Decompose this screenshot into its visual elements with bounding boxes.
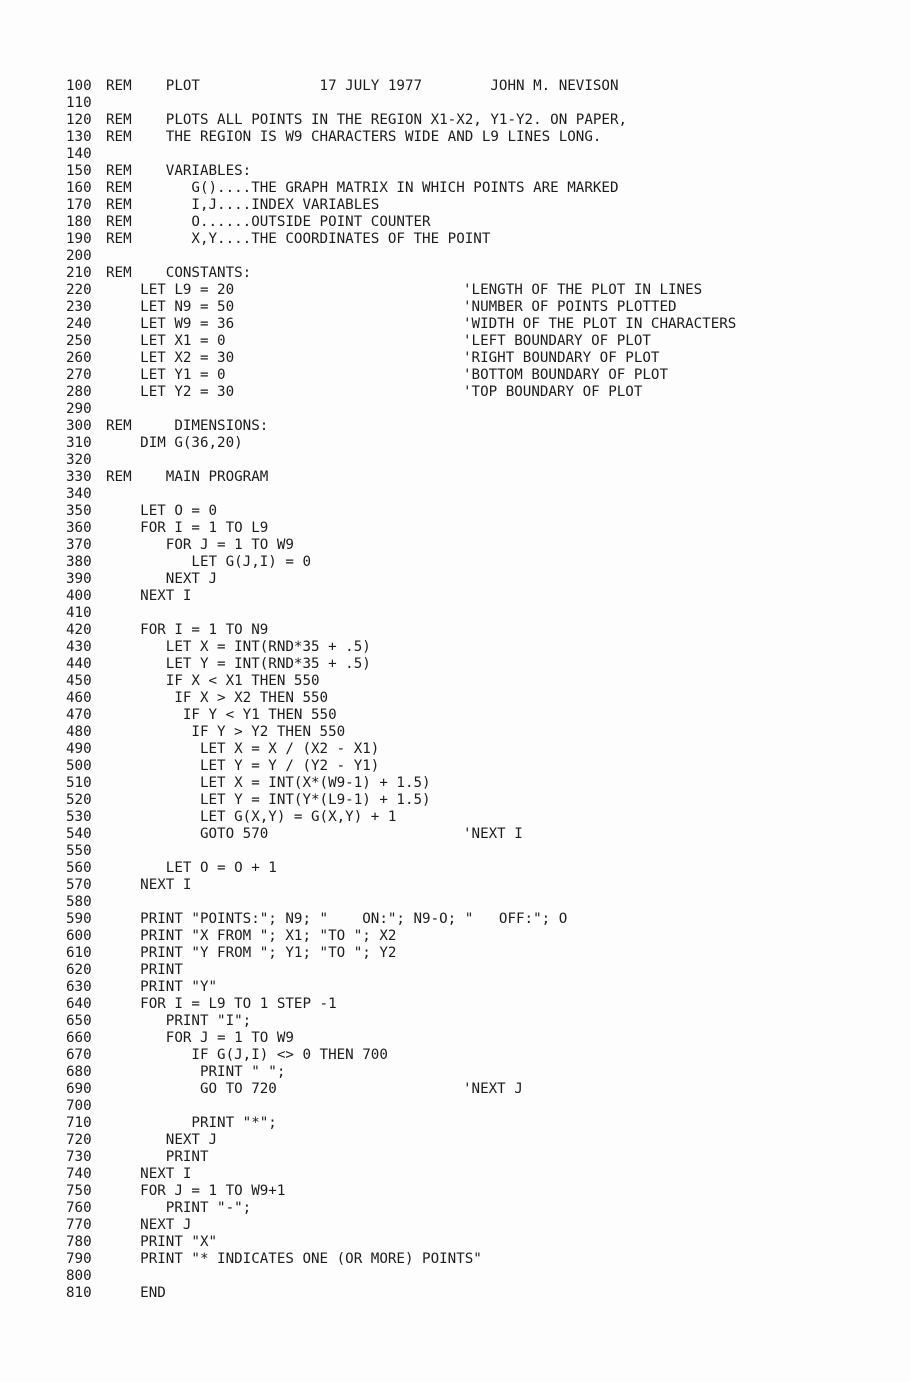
- line-number: 690: [66, 1081, 92, 1097]
- line-comment: 'NEXT I: [463, 826, 523, 842]
- code-line: [66, 1047, 906, 1064]
- line-number: 590: [66, 911, 92, 927]
- line-number: 670: [66, 1047, 92, 1063]
- code-line: [66, 520, 906, 537]
- line-number: 730: [66, 1149, 92, 1165]
- code-line: [66, 571, 906, 588]
- line-statement: GO TO 720: [106, 1081, 277, 1097]
- code-line: [66, 1183, 906, 1200]
- code-line: [66, 214, 906, 231]
- line-number: 300: [66, 418, 92, 434]
- line-number: 420: [66, 622, 92, 638]
- line-statement: LET G(X,Y) = G(X,Y) + 1: [106, 809, 397, 825]
- line-comment: 'NUMBER OF POINTS PLOTTED: [463, 299, 677, 315]
- line-number: 560: [66, 860, 92, 876]
- line-statement: PRINT "*";: [106, 1115, 277, 1131]
- line-statement: REM PLOTS ALL POINTS IN THE REGION X1-X2, Y1-Y2. ON PAPER,: [106, 112, 628, 128]
- line-number: 550: [66, 843, 92, 859]
- line-number: 380: [66, 554, 92, 570]
- line-statement: REM PLOT 17 JULY 1977 JOHN M. NEVISON: [106, 78, 619, 94]
- line-number: 220: [66, 282, 92, 298]
- line-number: 150: [66, 163, 92, 179]
- code-line: [66, 78, 906, 95]
- line-number: 530: [66, 809, 92, 825]
- code-line: [66, 146, 906, 163]
- line-number: 120: [66, 112, 92, 128]
- line-statement: PRINT "Y": [106, 979, 218, 995]
- program-listing: [66, 78, 906, 1302]
- code-line: [66, 1234, 906, 1251]
- code-line: [66, 418, 906, 435]
- code-line: [66, 333, 906, 350]
- code-line: [66, 367, 906, 384]
- code-line: [66, 469, 906, 486]
- line-statement: GOTO 570: [106, 826, 269, 842]
- line-statement: LET Y = INT(RND*35 + .5): [106, 656, 371, 672]
- line-number: 710: [66, 1115, 92, 1131]
- line-number: 470: [66, 707, 92, 723]
- line-number: 170: [66, 197, 92, 213]
- code-line: [66, 95, 906, 112]
- code-line: [66, 401, 906, 418]
- line-number: 400: [66, 588, 92, 604]
- line-number: 520: [66, 792, 92, 808]
- line-statement: PRINT "I";: [106, 1013, 252, 1029]
- line-comment: 'TOP BOUNDARY OF PLOT: [463, 384, 643, 400]
- line-statement: LET O = O + 1: [106, 860, 277, 876]
- line-statement: FOR J = 1 TO W9: [106, 1030, 294, 1046]
- line-number: 450: [66, 673, 92, 689]
- code-line: [66, 860, 906, 877]
- line-number: 800: [66, 1268, 92, 1284]
- line-statement: PRINT "X FROM "; X1; "TO "; X2: [106, 928, 397, 944]
- line-number: 310: [66, 435, 92, 451]
- line-statement: REM CONSTANTS:: [106, 265, 252, 281]
- code-line: [66, 435, 906, 452]
- line-number: 570: [66, 877, 92, 893]
- line-statement: LET Y2 = 30: [106, 384, 235, 400]
- code-line: [66, 809, 906, 826]
- line-number: 410: [66, 605, 92, 621]
- code-line: [66, 129, 906, 146]
- code-line: [66, 1098, 906, 1115]
- line-number: 630: [66, 979, 92, 995]
- line-statement: PRINT "* INDICATES ONE (OR MORE) POINTS": [106, 1251, 482, 1267]
- line-number: 340: [66, 486, 92, 502]
- line-statement: LET Y1 = 0: [106, 367, 226, 383]
- code-line: [66, 690, 906, 707]
- code-line: [66, 537, 906, 554]
- line-number: 540: [66, 826, 92, 842]
- line-number: 720: [66, 1132, 92, 1148]
- code-line: [66, 894, 906, 911]
- line-statement: PRINT: [106, 962, 183, 978]
- line-comment: 'WIDTH OF THE PLOT IN CHARACTERS: [463, 316, 737, 332]
- line-number: 760: [66, 1200, 92, 1216]
- line-comment: 'RIGHT BOUNDARY OF PLOT: [463, 350, 660, 366]
- code-line: [66, 588, 906, 605]
- code-line: [66, 231, 906, 248]
- line-number: 430: [66, 639, 92, 655]
- line-statement: FOR I = 1 TO N9: [106, 622, 269, 638]
- code-line: [66, 316, 906, 333]
- line-number: 460: [66, 690, 92, 706]
- line-statement: LET Y = Y / (Y2 - Y1): [106, 758, 380, 774]
- line-statement: LET X = INT(X*(W9-1) + 1.5): [106, 775, 431, 791]
- code-line: [66, 197, 906, 214]
- line-number: 140: [66, 146, 92, 162]
- line-statement: REM X,Y....THE COORDINATES OF THE POINT: [106, 231, 491, 247]
- line-comment: 'BOTTOM BOUNDARY OF PLOT: [463, 367, 668, 383]
- line-number: 780: [66, 1234, 92, 1250]
- line-statement: FOR J = 1 TO W9+1: [106, 1183, 286, 1199]
- line-statement: NEXT J: [106, 1217, 192, 1233]
- code-line: [66, 673, 906, 690]
- code-line: [66, 503, 906, 520]
- line-statement: FOR I = 1 TO L9: [106, 520, 269, 536]
- code-line: [66, 452, 906, 469]
- line-number: 360: [66, 520, 92, 536]
- line-number: 390: [66, 571, 92, 587]
- line-number: 650: [66, 1013, 92, 1029]
- line-number: 210: [66, 265, 92, 281]
- code-line: [66, 1217, 906, 1234]
- line-number: 660: [66, 1030, 92, 1046]
- line-statement: LET Y = INT(Y*(L9-1) + 1.5): [106, 792, 431, 808]
- code-line: [66, 979, 906, 996]
- code-line: [66, 180, 906, 197]
- line-statement: REM O......OUTSIDE POINT COUNTER: [106, 214, 431, 230]
- line-statement: NEXT I: [106, 1166, 192, 1182]
- code-line: [66, 843, 906, 860]
- line-number: 230: [66, 299, 92, 315]
- line-number: 180: [66, 214, 92, 230]
- code-line: [66, 928, 906, 945]
- line-statement: REM I,J....INDEX VARIABLES: [106, 197, 380, 213]
- code-line: [66, 282, 906, 299]
- code-line: [66, 775, 906, 792]
- code-line: [66, 554, 906, 571]
- code-line: [66, 1166, 906, 1183]
- line-statement: NEXT I: [106, 877, 192, 893]
- code-line: [66, 1268, 906, 1285]
- code-line: [66, 741, 906, 758]
- line-number: 110: [66, 95, 92, 111]
- line-number: 490: [66, 741, 92, 757]
- code-line: [66, 877, 906, 894]
- line-number: 640: [66, 996, 92, 1012]
- line-number: 510: [66, 775, 92, 791]
- code-line: [66, 605, 906, 622]
- line-statement: IF Y > Y2 THEN 550: [106, 724, 346, 740]
- line-statement: PRINT "-";: [106, 1200, 252, 1216]
- line-statement: PRINT "X": [106, 1234, 218, 1250]
- code-line: [66, 1115, 906, 1132]
- line-number: 100: [66, 78, 92, 94]
- line-number: 240: [66, 316, 92, 332]
- line-number: 810: [66, 1285, 92, 1301]
- line-number: 680: [66, 1064, 92, 1080]
- line-statement: IF X < X1 THEN 550: [106, 673, 320, 689]
- line-comment: 'LENGTH OF THE PLOT IN LINES: [463, 282, 703, 298]
- line-statement: LET W9 = 36: [106, 316, 235, 332]
- line-number: 160: [66, 180, 92, 196]
- line-statement: END: [106, 1285, 166, 1301]
- line-statement: IF G(J,I) <> 0 THEN 700: [106, 1047, 388, 1063]
- line-statement: PRINT "POINTS:"; N9; " ON:"; N9-O; " OFF:"; O: [106, 911, 568, 927]
- code-line: [66, 826, 906, 843]
- code-line: [66, 792, 906, 809]
- code-line: [66, 707, 906, 724]
- line-number: 280: [66, 384, 92, 400]
- line-statement: LET X2 = 30: [106, 350, 235, 366]
- line-number: 580: [66, 894, 92, 910]
- code-line: [66, 265, 906, 282]
- line-statement: REM VARIABLES:: [106, 163, 252, 179]
- code-line: [66, 486, 906, 503]
- code-line: [66, 350, 906, 367]
- code-line: [66, 1149, 906, 1166]
- line-number: 610: [66, 945, 92, 961]
- line-number: 330: [66, 469, 92, 485]
- line-number: 600: [66, 928, 92, 944]
- code-line: [66, 1030, 906, 1047]
- code-line: [66, 299, 906, 316]
- line-number: 190: [66, 231, 92, 247]
- code-line: [66, 1200, 906, 1217]
- line-number: 290: [66, 401, 92, 417]
- code-line: [66, 1081, 906, 1098]
- line-statement: LET X1 = 0: [106, 333, 226, 349]
- line-statement: NEXT J: [106, 571, 218, 587]
- code-line: [66, 911, 906, 928]
- line-number: 130: [66, 129, 92, 145]
- line-statement: LET X = X / (X2 - X1): [106, 741, 380, 757]
- line-number: 200: [66, 248, 92, 264]
- code-line: [66, 384, 906, 401]
- code-line: [66, 163, 906, 180]
- line-number: 270: [66, 367, 92, 383]
- line-statement: LET L9 = 20: [106, 282, 235, 298]
- line-statement: LET X = INT(RND*35 + .5): [106, 639, 371, 655]
- line-statement: REM THE REGION IS W9 CHARACTERS WIDE AND L9 LINES LONG.: [106, 129, 602, 145]
- line-number: 480: [66, 724, 92, 740]
- line-number: 320: [66, 452, 92, 468]
- line-number: 500: [66, 758, 92, 774]
- code-line: [66, 248, 906, 265]
- line-number: 250: [66, 333, 92, 349]
- code-line: [66, 996, 906, 1013]
- line-statement: FOR I = L9 TO 1 STEP -1: [106, 996, 337, 1012]
- line-number: 700: [66, 1098, 92, 1114]
- line-statement: IF X > X2 THEN 550: [106, 690, 329, 706]
- code-line: [66, 1251, 906, 1268]
- line-statement: LET N9 = 50: [106, 299, 235, 315]
- code-line: [66, 656, 906, 673]
- line-statement: REM G()....THE GRAPH MATRIX IN WHICH POINTS ARE MARKED: [106, 180, 619, 196]
- code-line: [66, 112, 906, 129]
- line-statement: IF Y < Y1 THEN 550: [106, 707, 337, 723]
- line-statement: DIM G(36,20): [106, 435, 243, 451]
- line-statement: REM MAIN PROGRAM: [106, 469, 269, 485]
- code-line: [66, 962, 906, 979]
- code-line: [66, 622, 906, 639]
- line-statement: NEXT I: [106, 588, 192, 604]
- code-line: [66, 945, 906, 962]
- line-number: 260: [66, 350, 92, 366]
- line-number: 440: [66, 656, 92, 672]
- line-statement: LET O = 0: [106, 503, 218, 519]
- line-number: 750: [66, 1183, 92, 1199]
- code-line: [66, 1064, 906, 1081]
- line-statement: PRINT "Y FROM "; Y1; "TO "; Y2: [106, 945, 397, 961]
- line-comment: 'LEFT BOUNDARY OF PLOT: [463, 333, 651, 349]
- line-statement: FOR J = 1 TO W9: [106, 537, 294, 553]
- code-line: [66, 758, 906, 775]
- line-number: 370: [66, 537, 92, 553]
- line-comment: 'NEXT J: [463, 1081, 523, 1097]
- code-line: [66, 724, 906, 741]
- line-number: 350: [66, 503, 92, 519]
- line-statement: PRINT: [106, 1149, 209, 1165]
- code-line: [66, 1132, 906, 1149]
- line-number: 740: [66, 1166, 92, 1182]
- line-statement: NEXT J: [106, 1132, 218, 1148]
- line-number: 620: [66, 962, 92, 978]
- line-statement: PRINT " ";: [106, 1064, 286, 1080]
- line-statement: LET G(J,I) = 0: [106, 554, 311, 570]
- code-line: [66, 639, 906, 656]
- line-number: 790: [66, 1251, 92, 1267]
- line-number: 770: [66, 1217, 92, 1233]
- line-statement: REM DIMENSIONS:: [106, 418, 269, 434]
- code-line: [66, 1285, 906, 1302]
- code-line: [66, 1013, 906, 1030]
